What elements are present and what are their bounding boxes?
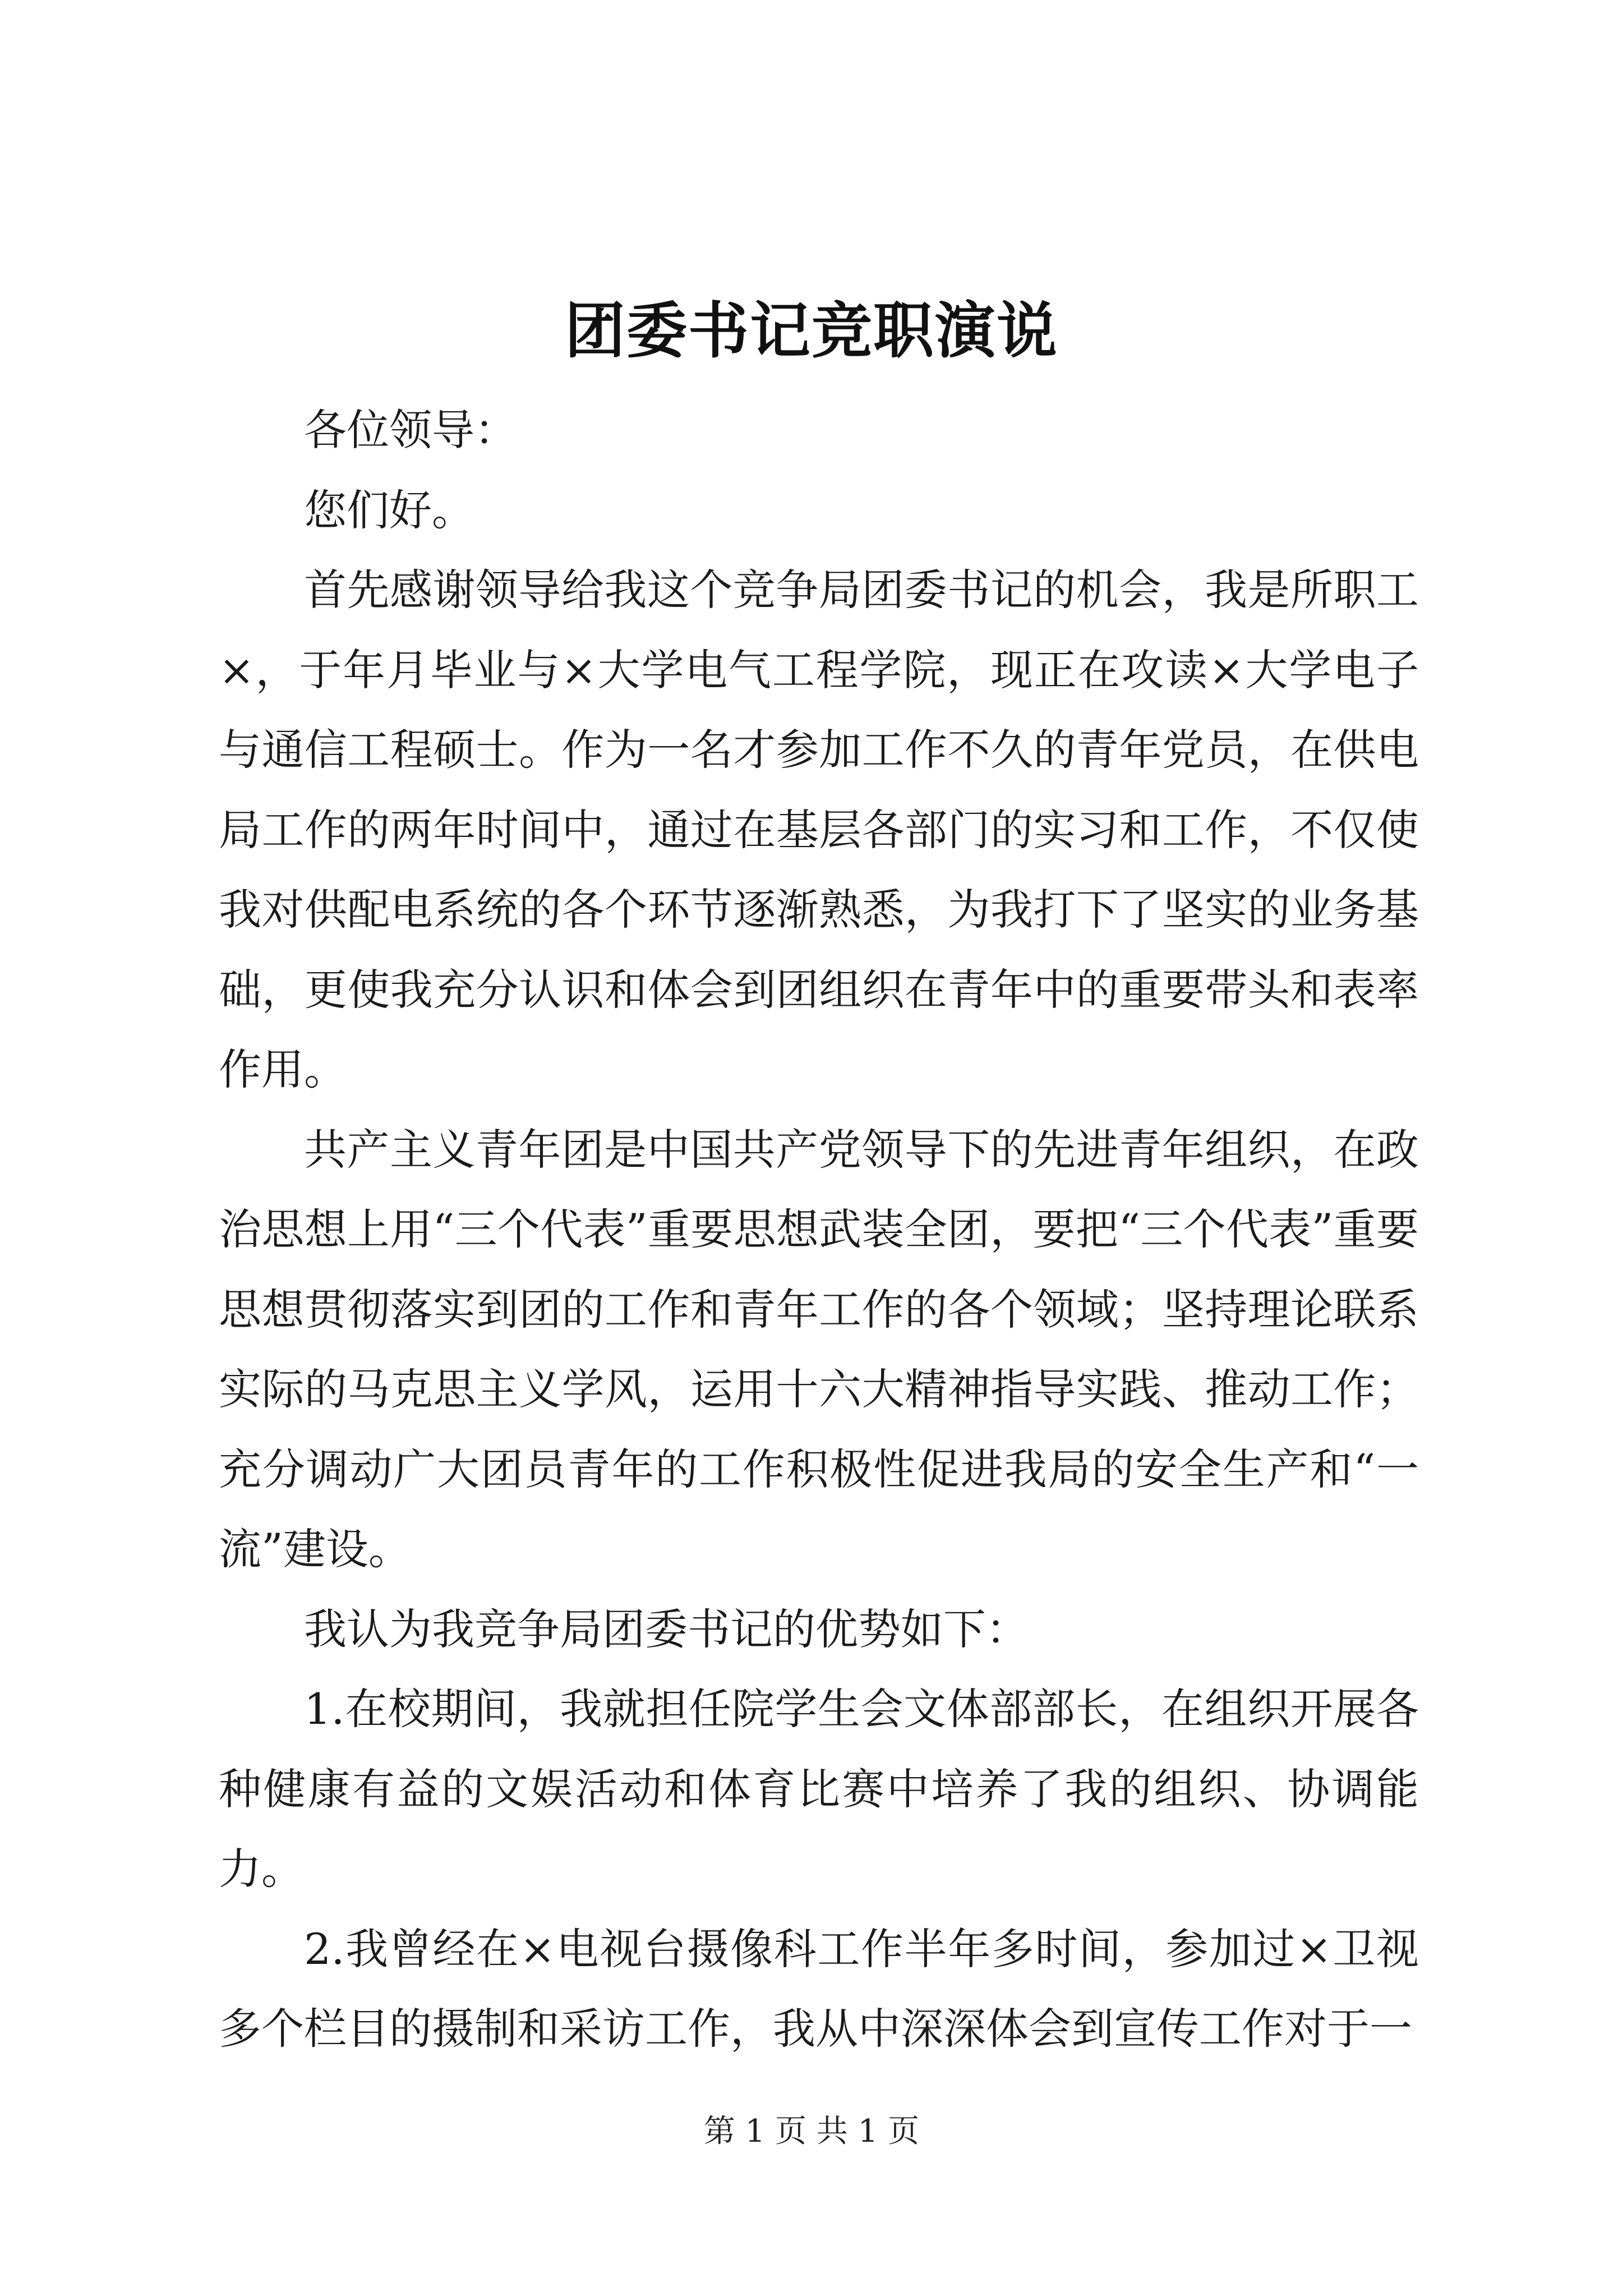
- document-body: [219, 390, 1419, 2069]
- greeting: 您们好。: [304, 485, 474, 535]
- paragraph-league-role: 共产主义青年团是中国共产党领导下的先进青年组织，在政治思想上用“三个代表”重要思想武装全团，要把“三个代表”重要思想贯彻落实到团的工作和青年工作的各个领域；坚持理论联系实际的马克思主义学风，运用十六大精神指导实践、推动工作；充分调动广大团员青年的工作积极性促进我局的安全生产和“一流”建设。: [219, 1124, 1419, 1574]
- document-title: 团委书记竞职演说: [564, 296, 1058, 366]
- paragraph-advantages-intro: 我认为我竞争局团委书记的优势如下：: [304, 1604, 1029, 1654]
- paragraph-advantage-2: 2.我曾经在×电视台摄像科工作半年多时间，参加过×卫视多个栏目的摄制和采访工作，我从中深深体会到宣传工作对于一: [219, 1924, 1419, 2054]
- page-footer: 第 1 页 共 1 页: [703, 2113, 920, 2150]
- paragraph-advantage-1: 1.在校期间，我就担任院学生会文体部部长，在组织开展各种健康有益的文娱活动和体育比赛中培养了我的组织、协调能力。: [219, 1684, 1419, 1894]
- salutation: 各位领导：: [304, 405, 517, 455]
- paragraph-introduction: 首先感谢领导给我这个竞争局团委书记的机会，我是所职工×，于年月毕业与×大学电气工程学院，现正在攻读×大学电子与通信工程硕士。作为一名才参加工作不久的青年党员，在供电局工作的两年时间中，通过在基层各部门的实习和工作，不仅使我对供配电系统的各个环节逐渐熟悉，为我打下了坚实的业务基础，更使我充分认识和体会到团组织在青年中的重要带头和表率作用。: [219, 565, 1419, 1094]
